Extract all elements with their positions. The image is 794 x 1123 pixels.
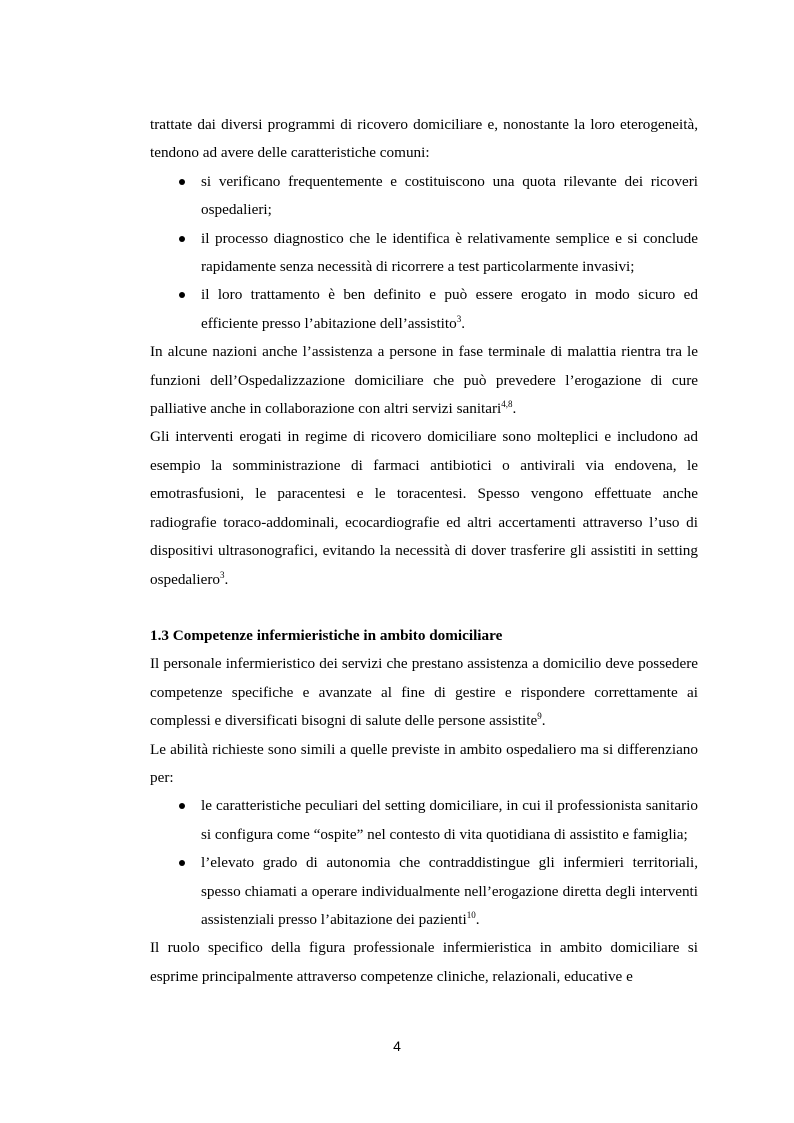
section-gap <box>150 594 698 622</box>
bullet-icon <box>179 236 185 242</box>
citation-ref: 10 <box>466 909 476 920</box>
interventions-paragraph: Gli interventi erogati in regime di ricovero domiciliare sono molteplici e includono ad esempio la somministrazione di farmaci antibiotici o antivirali via endovena, le emotrasfusioni, le paracentesi e le toracentesi. Spesso vengono effettuate anche radiografie toraco-addominali, ecocardiografie ed altri accertamenti attraverso l’uso di dispositivi ultrasonografici, evitando la necessità di dover trasferire gli assistiti in setting ospedaliero$^3$. <box>150 428 698 588</box>
list-item: il loro trattamento è ben definito e può essere erogato in modo sicuro ed efficiente presso l’abitazione dell’assistito$^3$. <box>150 281 698 338</box>
list-item: il processo diagnostico che le identifica è relativamente semplice e si conclude rapidamente senza necessità di ricorrere a test particolarmente invasivi; <box>150 225 698 282</box>
citation-ref: 3 <box>220 569 225 580</box>
bullet-icon <box>179 179 185 185</box>
skills-paragraph: Le abilità richieste sono simili a quelle previste in ambito ospedaliero ma si differenziano per: <box>150 740 698 786</box>
intro-paragraph: trattate dai diversi programmi di ricovero domiciliare e, nonostante la loro eterogeneità, tendono ad avere delle caratteristiche comuni: <box>150 116 698 162</box>
differences-list <box>150 792 698 934</box>
role-paragraph: Il ruolo specifico della figura professionale infermieristica in ambito domiciliare si esprime principalmente attraverso competenze cliniche, relazionali, educative e <box>150 939 698 985</box>
citation-ref: 9 <box>537 711 542 722</box>
page-body <box>150 111 698 991</box>
list-item: le caratteristiche peculiari del setting domiciliare, in cui il professionista sanitario si configura come “ospite” nel contesto di vita quotidiana di assistito e famiglia; <box>150 792 698 849</box>
section-heading: 1.3 Competenze infermieristiche in ambito domiciliare <box>150 626 503 644</box>
bullet-icon <box>179 803 185 809</box>
list-item: si verificano frequentemente e costituiscono una quota rilevante dei ricoveri ospedalieri; <box>150 168 698 225</box>
list-item: l’elevato grado di autonomia che contraddistingue gli infermieri territoriali, spesso chiamati a operare individualmente nell’erogazione diretta degli interventi assistenziali presso l’abitazione dei pazienti$^{10}$. <box>150 849 698 934</box>
bullet-icon <box>179 860 185 866</box>
palliative-paragraph: In alcune nazioni anche l’assistenza a persone in fase terminale di malattia rientra tra le funzioni dell’Ospedalizzazione domiciliare che può prevedere l’erogazione di cure palliative anche in collaborazione con altri servizi sanitari$^{4,8}$. <box>150 343 698 418</box>
citation-ref: 3 <box>456 313 462 324</box>
citation-ref: 4,8 <box>501 399 513 410</box>
characteristics-list <box>150 168 698 338</box>
page-number: 4 <box>393 1038 401 1054</box>
competences-paragraph: Il personale infermieristico dei servizi che prestano assistenza a domicilio deve possedere competenze specifiche e avanzate al fine di gestire e rispondere correttamente ai complessi e diversificati bisogni di salute delle persone assistite$^9$. <box>150 655 698 730</box>
bullet-icon <box>179 292 185 298</box>
